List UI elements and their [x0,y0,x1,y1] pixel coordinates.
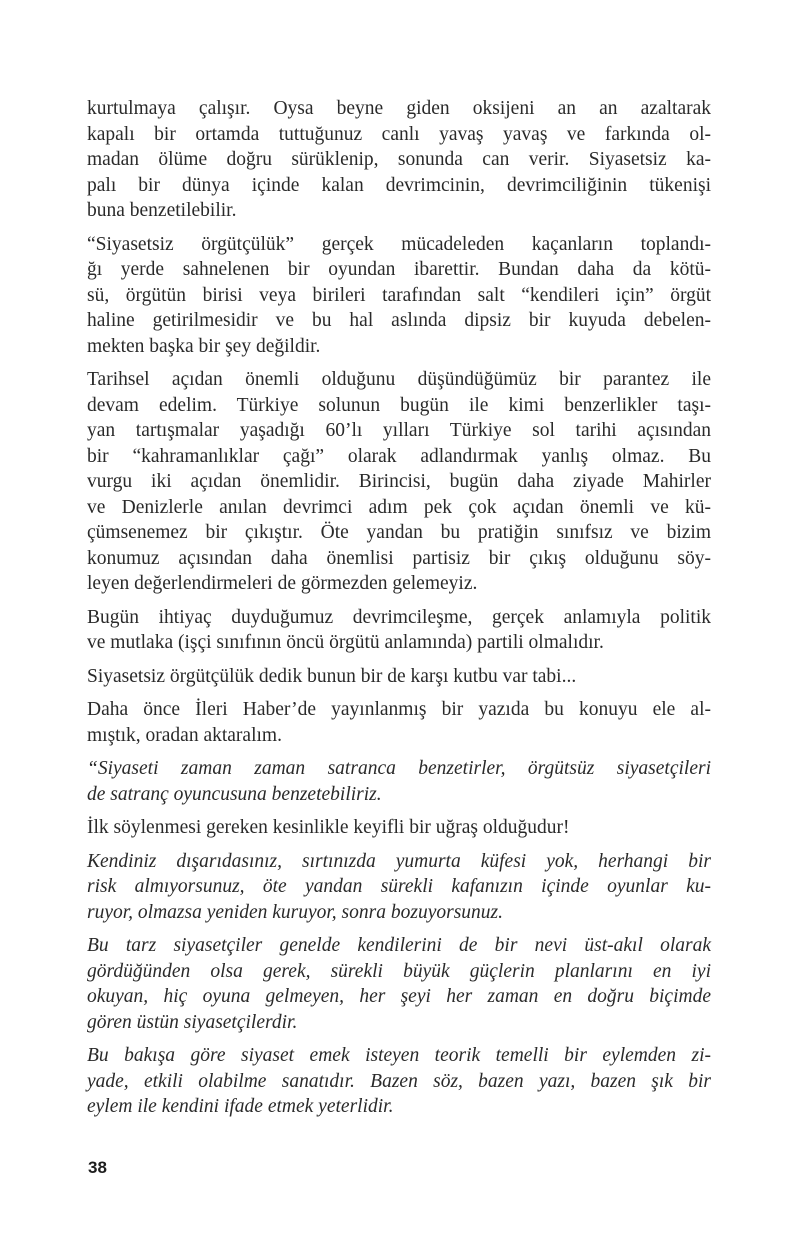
text-line: okuyan, hiç oyuna gelmeyen, her şeyi her zaman en doğru biçimde [87,986,711,1007]
text-line: yan tartışmalar yaşadığı 60’lı yılları Türkiye sol tarihi açısından [87,420,711,441]
text-block [87,96,711,1128]
paragraph [87,849,711,926]
paragraph [87,933,711,1035]
text-line: vurgu iki açıdan önemlidir. Birincisi, bugün daha ziyade Mahirler [87,471,711,492]
text-line: mıştık, oradan aktaralım. [87,724,282,746]
text-line: konumuz açısından daha önemlisi partisiz bir çıkış olduğunu söy- [87,547,711,569]
paragraph [87,697,711,748]
text-line: Kendiniz dışarıdasınız, sırtınızda yumurta küfesi yok, herhangi bir [87,850,711,872]
text-line: Daha önce İleri Haber’de yayınlanmış bir yazıda bu konuyu ele al- [87,699,711,720]
paragraph [87,605,711,656]
text-line: ve Denizlerle anılan devrimci adım pek çok açıdan önemli ve kü- [87,496,711,518]
paragraph [87,96,711,224]
text-line: “Siyaseti zaman zaman satranca benzetirler, örgütsüz siyasetçileri [87,758,711,779]
text-line: buna benzetilebilir. [87,200,237,221]
paragraph [87,756,711,807]
text-line: Tarihsel açıdan önemli olduğunu düşündüğümüz bir parantez ile [87,369,711,390]
text-line: Bu bakışa göre siyaset emek isteyen teorik temelli bir eylemden zi- [87,1045,711,1066]
text-line: risk almıyorsunuz, öte yandan sürekli kafanızın içinde oyunlar ku- [87,876,711,897]
text-line: ğı yerde sahnelenen bir oyundan ibarettir. Bundan daha da kötü- [87,259,711,280]
text-line: İlk söylenmesi gereken kesinlikle keyifli bir uğraş olduğudur! [87,817,570,838]
paragraph [87,232,711,360]
text-line: devam edelim. Türkiye solunun bugün ile kimi benzerlikler taşı- [87,394,711,416]
text-line: bir “kahramanlıklar çağı” olarak adlandırmak yanlış olmaz. Bu [87,445,711,467]
text-line: de satranç oyuncusuna benzetebiliriz. [87,783,382,805]
paragraph [87,815,711,841]
text-line: Bu tarz siyasetçiler genelde kendilerini de bir nevi üst-akıl olarak [87,935,711,956]
text-line: “Siyasetsiz örgütçülük” gerçek mücadeleden kaçanların toplandı- [87,233,711,255]
text-line: gördüğünden olsa gerek, sürekli büyük güçlerin planlarını en iyi [87,960,711,982]
paragraph [87,367,711,597]
text-line: haline getirilmesidir ve bu hal aslında dipsiz bir kuyuda debelen- [87,310,711,331]
text-line: kurtulmaya çalışır. Oysa beyne giden oksijeni an an azaltarak [87,98,711,119]
text-line: ve mutlaka (işçi sınıfının öncü örgütü anlamında) partili olmalıdır. [87,632,604,653]
text-line: palı bir dünya içinde kalan devrimcinin, devrimciliğinin tükenişi [87,174,711,196]
text-line: sü, örgütün birisi veya birileri tarafından salt “kendileri için” örgüt [87,284,711,306]
text-line: kapalı bir ortamda tuttuğunuz canlı yavaş yavaş ve farkında ol- [87,123,711,145]
paragraph [87,1043,711,1120]
text-line: ruyor, olmazsa yeniden kuruyor, sonra bozuyorsunuz. [87,901,503,923]
text-line: çümsenemez bir çıkıştır. Öte yandan bu pratiğin sınıfsız ve bizim [87,522,711,543]
page-number: 38 [88,1158,107,1177]
text-line: eylem ile kendini ifade etmek yeterlidir. [87,1096,394,1117]
text-line: gören üstün siyasetçilerdir. [87,1011,298,1033]
text-line: leyen değerlendirmeleri de görmezden gelemeyiz. [87,573,478,594]
text-line: madan ölüme doğru sürüklenip, sonunda can verir. Siyasetsiz ka- [87,149,711,170]
text-line: yade, etkili olabilme sanatıdır. Bazen söz, bazen yazı, bazen şık bir [87,1070,711,1092]
paragraph [87,664,711,690]
text-line: Siyasetsiz örgütçülük dedik bunun bir de karşı kutbu var tabi... [87,665,577,687]
text-line: Bugün ihtiyaç duyduğumuz devrimcileşme, gerçek anlamıyla politik [87,606,711,628]
text-line: mekten başka bir şey değildir. [87,335,321,357]
